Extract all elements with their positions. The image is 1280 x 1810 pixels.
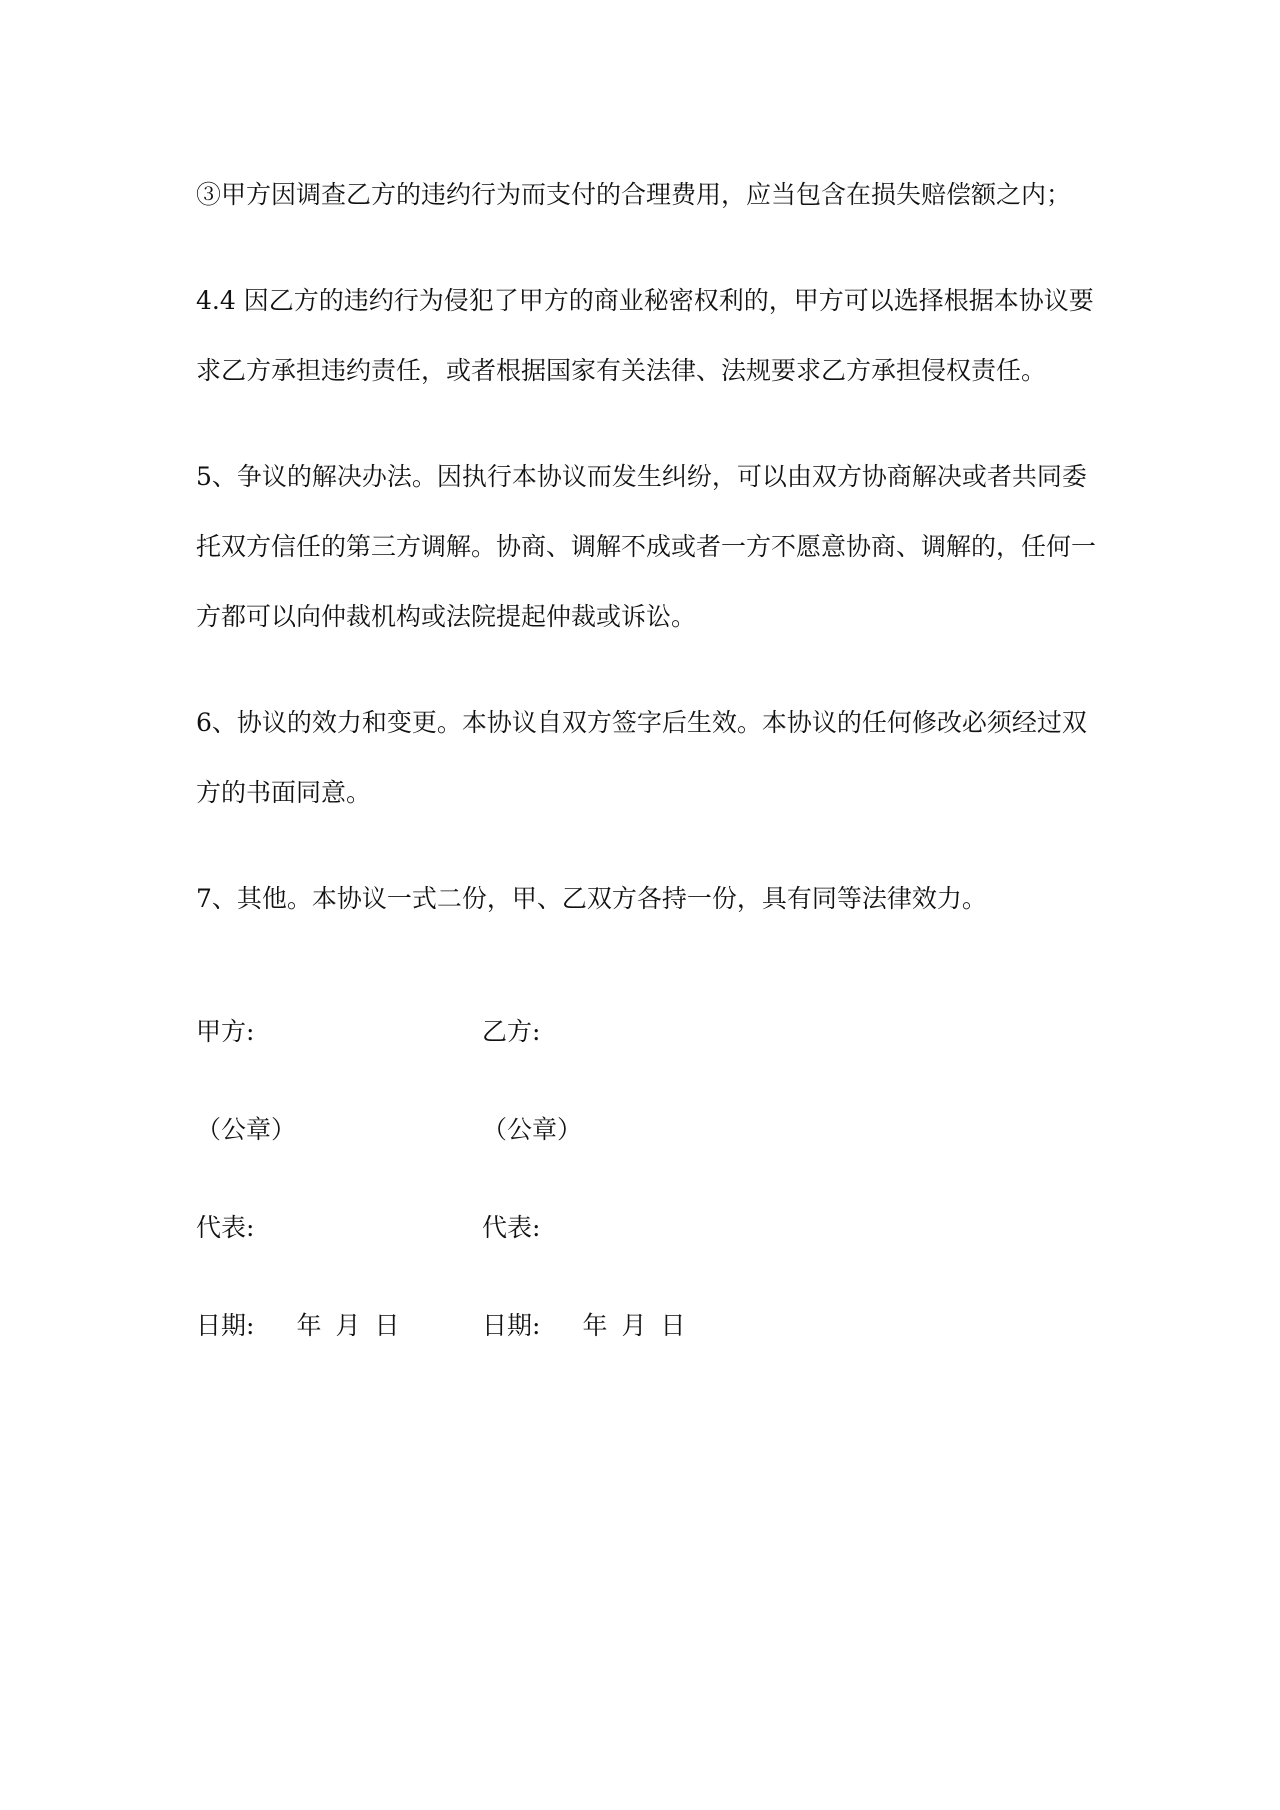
clause-5-dispute-resolution: 5、争议的解决办法。因执行本协议而发生纠纷，可以由双方协商解决或者共同委托双方信任的第三方调解。协商、调解不成或者一方不愿意协商、调解的，任何一方都可以向仲裁机构或法院提起仲裁或诉讼。 (196, 462, 1097, 631)
party-b-seal: （公章） (482, 1115, 583, 1144)
party-b-date-label: 日期: (482, 1311, 541, 1340)
party-a-date-year: 年 (296, 1311, 322, 1340)
party-b-label: 乙方: (482, 1017, 541, 1046)
party-a-label: 甲方: (196, 1017, 255, 1046)
seal-row (196, 1110, 796, 1208)
signature-block (196, 1012, 796, 1404)
party-b-date-day: 日 (660, 1311, 686, 1340)
clause-7-other: 7、其他。本协议一式二份，甲、乙双方各持一份，具有同等法律效力。 (196, 884, 987, 913)
party-b-date-year: 年 (582, 1311, 608, 1340)
clause-3-compensation: ③甲方因调查乙方的违约行为而支付的合理费用，应当包含在损失赔偿额之内； (196, 180, 1072, 209)
representative-row (196, 1208, 796, 1306)
party-b-date (482, 1306, 685, 1342)
party-a-seal: （公章） (196, 1115, 297, 1144)
party-row (196, 1012, 796, 1110)
party-b-date-month: 月 (621, 1311, 647, 1340)
clause-6-effect-and-change: 6、协议的效力和变更。本协议自双方签字后生效。本协议的任何修改必须经过双方的书面同意。 (196, 708, 1087, 807)
date-row (196, 1306, 796, 1404)
party-a-date (196, 1306, 399, 1342)
party-a-date-day: 日 (374, 1311, 400, 1340)
agreement-body (196, 160, 1096, 970)
party-a-date-label: 日期: (196, 1311, 255, 1340)
party-a-date-month: 月 (335, 1311, 361, 1340)
party-a-representative: 代表: (196, 1213, 255, 1242)
clause-4-4-trade-secret: 4.4 因乙方的违约行为侵犯了甲方的商业秘密权利的，甲方可以选择根据本协议要求乙方承担违约责任，或者根据国家有关法律、法规要求乙方承担侵权责任。 (196, 286, 1094, 385)
party-b-representative: 代表: (482, 1213, 541, 1242)
